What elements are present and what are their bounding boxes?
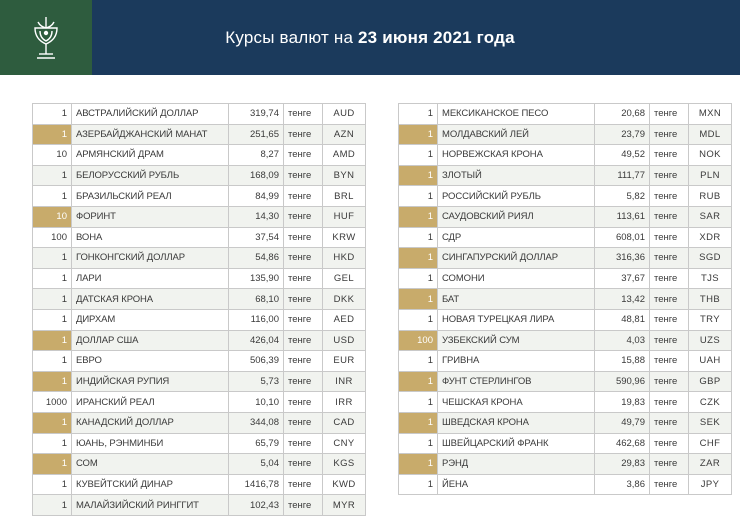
currency-rate-value: 319,74 [229, 104, 284, 125]
rate-quantity: 1 [33, 495, 72, 516]
currency-unit: тенге [650, 289, 689, 310]
table-row [399, 392, 732, 413]
rate-quantity: 1 [399, 206, 438, 227]
currency-name: ИНДИЙСКАЯ РУПИЯ [72, 371, 229, 392]
currency-code: BRL [323, 186, 366, 207]
currency-unit: тенге [284, 186, 323, 207]
currency-code: AZN [323, 124, 366, 145]
currency-code: AUD [323, 104, 366, 125]
currency-rate-value: 68,10 [229, 289, 284, 310]
currency-code: THB [689, 289, 732, 310]
currency-code: XDR [689, 227, 732, 248]
currency-code: MYR [323, 495, 366, 516]
currency-rate-value: 344,08 [229, 412, 284, 433]
currency-rate-value: 54,86 [229, 248, 284, 269]
table-row [33, 392, 366, 413]
currency-rate-value: 102,43 [229, 495, 284, 516]
currency-unit: тенге [284, 392, 323, 413]
table-row [33, 412, 366, 433]
currency-code: DKK [323, 289, 366, 310]
rate-quantity: 1 [33, 104, 72, 125]
rate-quantity: 1 [399, 351, 438, 372]
currency-unit: тенге [650, 165, 689, 186]
currency-rate-value: 3,86 [595, 474, 650, 495]
currency-name: НОВАЯ ТУРЕЦКАЯ ЛИРА [438, 309, 595, 330]
currency-rate-value: 15,88 [595, 351, 650, 372]
currency-unit: тенге [650, 351, 689, 372]
currency-unit: тенге [284, 289, 323, 310]
currency-unit: тенге [650, 124, 689, 145]
currency-name: РОССИЙСКИЙ РУБЛЬ [438, 186, 595, 207]
rates-column-right [398, 103, 722, 516]
table-row [399, 433, 732, 454]
currency-name: ЛАРИ [72, 268, 229, 289]
currency-unit: тенге [284, 412, 323, 433]
currency-name: МОЛДАВСКИЙ ЛЕЙ [438, 124, 595, 145]
rate-quantity: 1 [33, 165, 72, 186]
rate-quantity: 1 [399, 309, 438, 330]
currency-unit: тенге [284, 165, 323, 186]
currency-code: CHF [689, 433, 732, 454]
currency-rate-value: 10,10 [229, 392, 284, 413]
currency-name: СОМОНИ [438, 268, 595, 289]
currency-rate-value: 590,96 [595, 371, 650, 392]
currency-unit: тенге [650, 206, 689, 227]
currency-unit: тенге [650, 227, 689, 248]
rate-quantity: 1 [399, 186, 438, 207]
table-row [33, 351, 366, 372]
currency-rate-value: 29,83 [595, 454, 650, 475]
currency-rate-value: 116,00 [229, 309, 284, 330]
currency-unit: тенге [650, 454, 689, 475]
currency-rate-value: 608,01 [595, 227, 650, 248]
currency-code: RUB [689, 186, 732, 207]
currency-code: SEK [689, 412, 732, 433]
rate-quantity: 1 [33, 309, 72, 330]
rate-quantity: 1 [33, 124, 72, 145]
currency-name: БЕЛОРУССКИЙ РУБЛЬ [72, 165, 229, 186]
currency-name: ШВЕЙЦАРСКИЙ ФРАНК [438, 433, 595, 454]
currency-rate-value: 48,81 [595, 309, 650, 330]
table-row [399, 104, 732, 125]
currency-code: SGD [689, 248, 732, 269]
rate-quantity: 1000 [33, 392, 72, 413]
currency-name: ЧЕШСКАЯ КРОНА [438, 392, 595, 413]
currency-name: ФОРИНТ [72, 206, 229, 227]
currency-rate-value: 49,79 [595, 412, 650, 433]
table-row [33, 495, 366, 516]
currency-unit: тенге [284, 371, 323, 392]
rates-table-left [32, 103, 366, 516]
table-row [33, 268, 366, 289]
table-row [399, 124, 732, 145]
currency-unit: тенге [650, 330, 689, 351]
currency-code: JPY [689, 474, 732, 495]
currency-name: НОРВЕЖСКАЯ КРОНА [438, 145, 595, 166]
currency-rate-value: 37,67 [595, 268, 650, 289]
currency-rate-value: 111,77 [595, 165, 650, 186]
currency-name: ГРИВНА [438, 351, 595, 372]
rate-quantity: 1 [33, 268, 72, 289]
currency-name: МЕКСИКАНСКОЕ ПЕСО [438, 104, 595, 125]
currency-unit: тенге [284, 330, 323, 351]
rate-quantity: 1 [33, 289, 72, 310]
currency-unit: тенге [284, 351, 323, 372]
currency-name: ГОНКОНГСКИЙ ДОЛЛАР [72, 248, 229, 269]
currency-rate-value: 113,61 [595, 206, 650, 227]
rate-quantity: 1 [399, 227, 438, 248]
currency-code: SAR [689, 206, 732, 227]
currency-code: KGS [323, 454, 366, 475]
currency-unit: тенге [284, 433, 323, 454]
currency-code: GBP [689, 371, 732, 392]
rate-quantity: 1 [399, 392, 438, 413]
national-bank-emblem-icon [26, 14, 66, 62]
rate-quantity: 1 [399, 433, 438, 454]
rate-quantity: 1 [33, 454, 72, 475]
rate-quantity: 1 [33, 474, 72, 495]
currency-code: CNY [323, 433, 366, 454]
currency-rate-value: 8,27 [229, 145, 284, 166]
currency-name: ЙЕНА [438, 474, 595, 495]
currency-rate-value: 49,52 [595, 145, 650, 166]
currency-unit: тенге [650, 145, 689, 166]
currency-code: HUF [323, 206, 366, 227]
table-row [33, 371, 366, 392]
rate-quantity: 1 [399, 145, 438, 166]
currency-rate-value: 65,79 [229, 433, 284, 454]
table-row [33, 227, 366, 248]
rate-quantity: 10 [33, 145, 72, 166]
table-row [33, 474, 366, 495]
currency-unit: тенге [284, 268, 323, 289]
table-row [399, 165, 732, 186]
currency-name: ВОНА [72, 227, 229, 248]
table-row [399, 309, 732, 330]
currency-name: БРАЗИЛЬСКИЙ РЕАЛ [72, 186, 229, 207]
currency-unit: тенге [650, 309, 689, 330]
rate-quantity: 1 [33, 371, 72, 392]
currency-code: TRY [689, 309, 732, 330]
currency-name: ЕВРО [72, 351, 229, 372]
table-row [33, 433, 366, 454]
page-title-date: 23 июня 2021 года [358, 27, 515, 47]
currency-unit: тенге [284, 104, 323, 125]
currency-name: ШВЕДСКАЯ КРОНА [438, 412, 595, 433]
table-row [33, 330, 366, 351]
table-row [33, 165, 366, 186]
rate-quantity: 1 [399, 124, 438, 145]
currency-code: CAD [323, 412, 366, 433]
rate-quantity: 1 [33, 351, 72, 372]
rate-quantity: 1 [399, 412, 438, 433]
table-row [33, 454, 366, 475]
currency-unit: тенге [650, 248, 689, 269]
currency-code: BYN [323, 165, 366, 186]
rate-quantity: 1 [399, 104, 438, 125]
rate-quantity: 1 [33, 330, 72, 351]
currency-name: АРМЯНСКИЙ ДРАМ [72, 145, 229, 166]
currency-name: СДР [438, 227, 595, 248]
currency-code: MDL [689, 124, 732, 145]
rate-quantity: 1 [399, 474, 438, 495]
table-row [33, 289, 366, 310]
currency-unit: тенге [284, 495, 323, 516]
table-row [399, 145, 732, 166]
currency-rate-value: 135,90 [229, 268, 284, 289]
currency-unit: тенге [284, 248, 323, 269]
page-title [92, 28, 740, 48]
rate-quantity: 1 [33, 433, 72, 454]
currency-unit: тенге [650, 392, 689, 413]
currency-code: HKD [323, 248, 366, 269]
table-row [399, 371, 732, 392]
currency-name: ДИРХАМ [72, 309, 229, 330]
currency-rate-value: 506,39 [229, 351, 284, 372]
currency-code: AED [323, 309, 366, 330]
currency-name: СОМ [72, 454, 229, 475]
rate-quantity: 1 [399, 165, 438, 186]
currency-code: NOK [689, 145, 732, 166]
currency-unit: тенге [650, 412, 689, 433]
currency-unit: тенге [284, 309, 323, 330]
table-row [399, 289, 732, 310]
currency-rate-value: 5,73 [229, 371, 284, 392]
currency-name: УЗБЕКСКИЙ СУМ [438, 330, 595, 351]
currency-rate-value: 4,03 [595, 330, 650, 351]
rate-quantity: 1 [399, 289, 438, 310]
currency-rate-value: 5,82 [595, 186, 650, 207]
table-row [33, 186, 366, 207]
currency-name: КАНАДСКИЙ ДОЛЛАР [72, 412, 229, 433]
currency-code: KRW [323, 227, 366, 248]
currency-unit: тенге [284, 474, 323, 495]
currency-rate-value: 1416,78 [229, 474, 284, 495]
rate-quantity: 1 [399, 268, 438, 289]
page-title-prefix: Курсы валют на [225, 27, 359, 47]
currency-name: САУДОВСКИЙ РИЯЛ [438, 206, 595, 227]
rates-column-left [32, 103, 356, 516]
table-row [399, 351, 732, 372]
currency-name: РЭНД [438, 454, 595, 475]
currency-code: TJS [689, 268, 732, 289]
currency-rate-value: 19,83 [595, 392, 650, 413]
rate-quantity: 100 [33, 227, 72, 248]
currency-rate-value: 23,79 [595, 124, 650, 145]
currency-code: INR [323, 371, 366, 392]
rate-quantity: 1 [399, 454, 438, 475]
currency-rate-value: 251,65 [229, 124, 284, 145]
currency-unit: тенге [650, 186, 689, 207]
currency-name: ЮАНЬ, РЭНМИНБИ [72, 433, 229, 454]
table-row [399, 206, 732, 227]
rate-quantity: 1 [399, 371, 438, 392]
currency-rate-value: 168,09 [229, 165, 284, 186]
table-row [399, 330, 732, 351]
currency-unit: тенге [284, 124, 323, 145]
currency-unit: тенге [650, 371, 689, 392]
currency-unit: тенге [650, 268, 689, 289]
page-header [0, 0, 740, 75]
currency-unit: тенге [284, 206, 323, 227]
currency-code: USD [323, 330, 366, 351]
rate-quantity: 100 [399, 330, 438, 351]
rate-quantity: 1 [33, 412, 72, 433]
currency-code: EUR [323, 351, 366, 372]
currency-rate-value: 84,99 [229, 186, 284, 207]
currency-code: KWD [323, 474, 366, 495]
currency-code: MXN [689, 104, 732, 125]
currency-rate-value: 426,04 [229, 330, 284, 351]
currency-name: ДОЛЛАР США [72, 330, 229, 351]
table-row [399, 474, 732, 495]
currency-rate-value: 37,54 [229, 227, 284, 248]
currency-unit: тенге [284, 454, 323, 475]
currency-code: AMD [323, 145, 366, 166]
currency-unit: тенге [284, 145, 323, 166]
currency-name: ДАТСКАЯ КРОНА [72, 289, 229, 310]
rate-quantity: 10 [33, 206, 72, 227]
rate-quantity: 1 [399, 248, 438, 269]
currency-rate-value: 20,68 [595, 104, 650, 125]
currency-name: КУВЕЙТСКИЙ ДИНАР [72, 474, 229, 495]
currency-unit: тенге [650, 474, 689, 495]
logo-container [0, 0, 92, 75]
currency-name: АЗЕРБАЙДЖАНСКИЙ МАНАТ [72, 124, 229, 145]
currency-code: CZK [689, 392, 732, 413]
table-row [33, 145, 366, 166]
table-row [33, 104, 366, 125]
table-row [33, 206, 366, 227]
table-row [33, 124, 366, 145]
currency-code: UZS [689, 330, 732, 351]
currency-rate-value: 462,68 [595, 433, 650, 454]
currency-code: IRR [323, 392, 366, 413]
table-row [33, 309, 366, 330]
rates-content [0, 75, 740, 516]
currency-name: БАТ [438, 289, 595, 310]
table-row [33, 248, 366, 269]
currency-code: GEL [323, 268, 366, 289]
rates-table-right [398, 103, 732, 495]
currency-name: ИРАНСКИЙ РЕАЛ [72, 392, 229, 413]
rate-quantity: 1 [33, 248, 72, 269]
currency-rate-value: 14,30 [229, 206, 284, 227]
table-row [399, 227, 732, 248]
currency-code: PLN [689, 165, 732, 186]
currency-unit: тенге [650, 433, 689, 454]
currency-rate-value: 316,36 [595, 248, 650, 269]
table-row [399, 412, 732, 433]
currency-name: ФУНТ СТЕРЛИНГОВ [438, 371, 595, 392]
rate-quantity: 1 [33, 186, 72, 207]
currency-code: UAH [689, 351, 732, 372]
table-row [399, 248, 732, 269]
currency-name: СИНГАПУРСКИЙ ДОЛЛАР [438, 248, 595, 269]
currency-unit: тенге [284, 227, 323, 248]
currency-code: ZAR [689, 454, 732, 475]
currency-name: ЗЛОТЫЙ [438, 165, 595, 186]
currency-rate-value: 5,04 [229, 454, 284, 475]
currency-name: МАЛАЙЗИЙСКИЙ РИНГГИТ [72, 495, 229, 516]
currency-rate-value: 13,42 [595, 289, 650, 310]
table-row [399, 186, 732, 207]
table-row [399, 454, 732, 475]
currency-unit: тенге [650, 104, 689, 125]
table-row [399, 268, 732, 289]
currency-name: АВСТРАЛИЙСКИЙ ДОЛЛАР [72, 104, 229, 125]
